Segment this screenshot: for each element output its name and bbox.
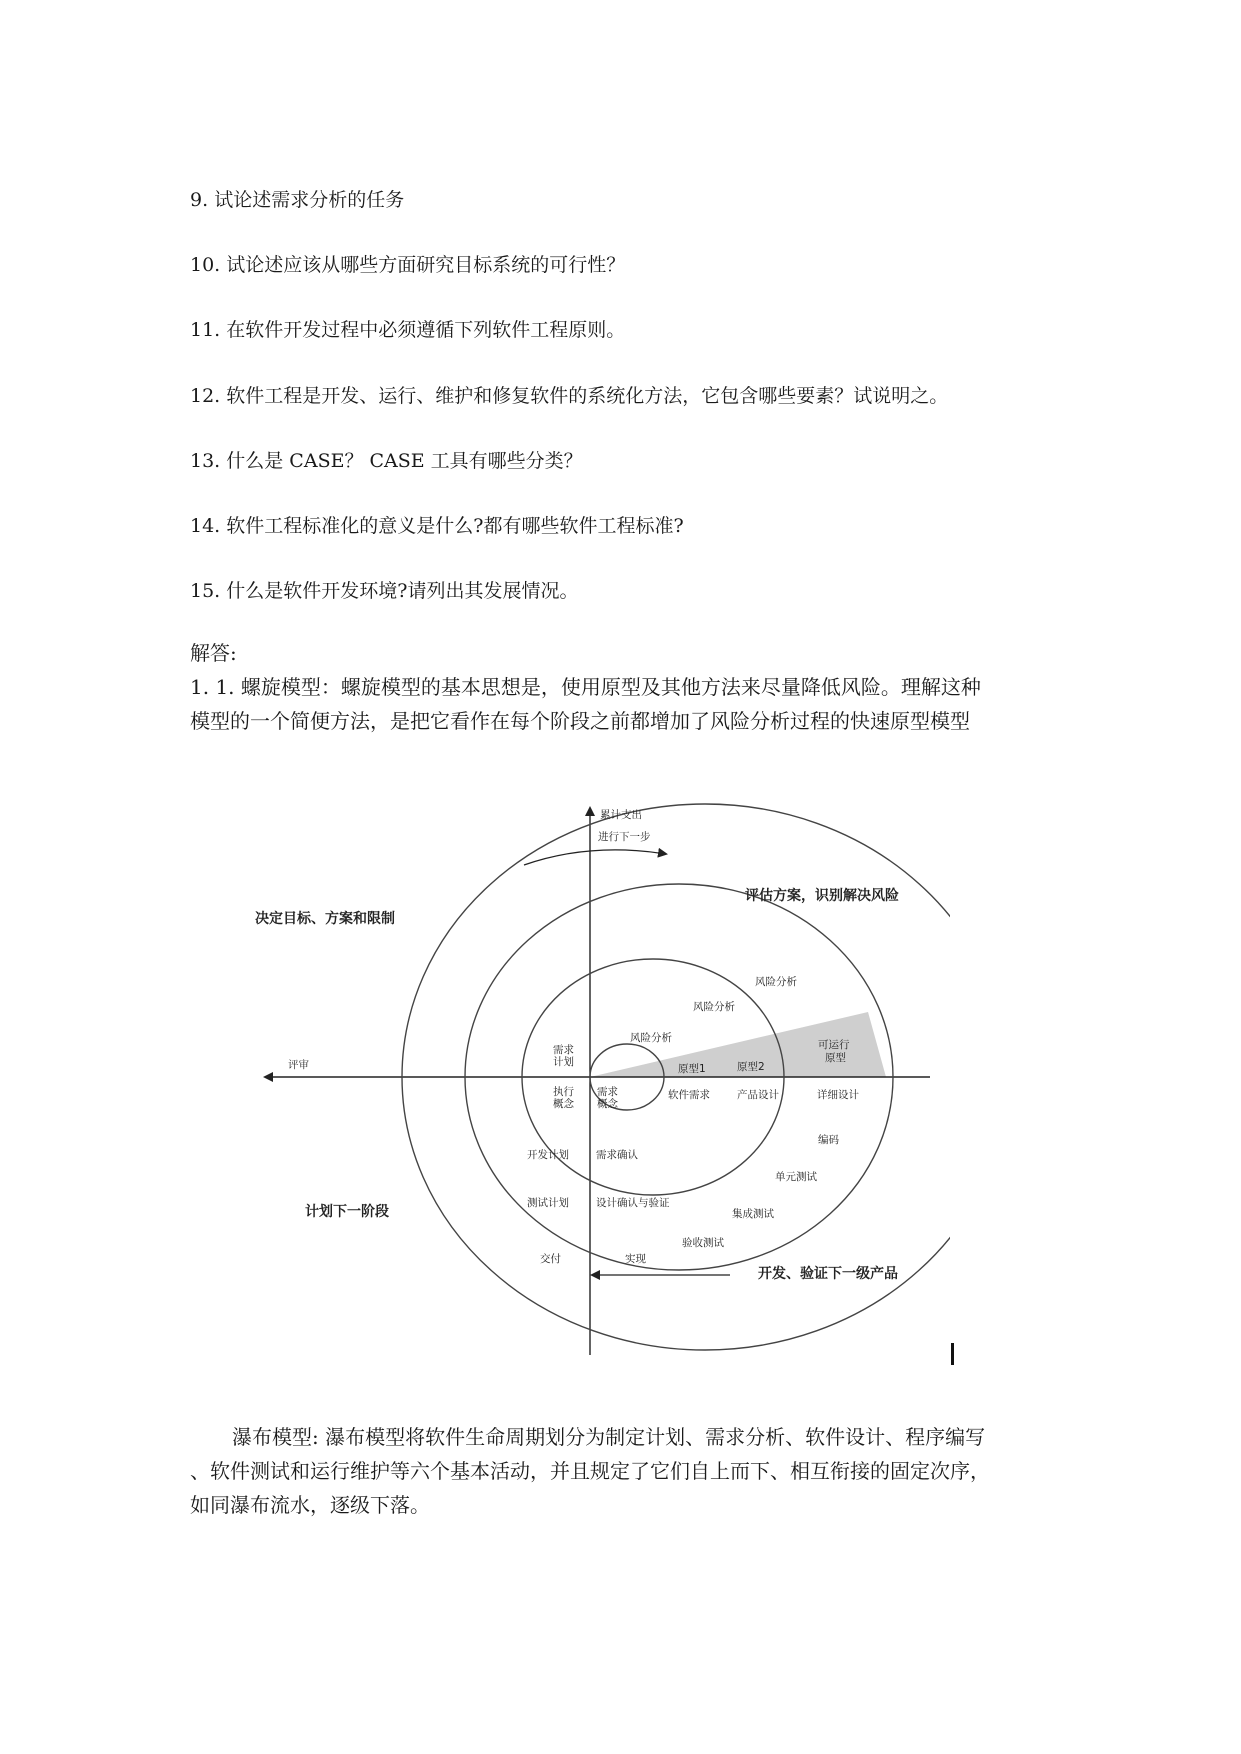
waterfall-line-2: 、软件测试和运行维护等六个基本活动，并且规定了它们自上而下、相互衔接的固定次序， (190, 1459, 990, 1483)
question-12 (190, 384, 948, 408)
requirements-plan-label: 需求 (553, 1044, 574, 1056)
question-11 (190, 318, 625, 342)
answer-line-1: 1. 1. 螺旋模型：螺旋模型的基本思想是，使用原型及其他方法来尽量降低风险。理解这种 (190, 675, 981, 699)
question-text: 试论述应该从哪些方面研究目标系统的可行性？ (226, 254, 626, 276)
question-14 (190, 514, 684, 538)
cursor-mark (951, 1343, 954, 1365)
quadrant-label-bottom-right: 开发、验证下一级产品 (758, 1266, 898, 1282)
spiral-model-diagram (250, 800, 950, 1365)
question-text: 什么是软件开发环境?请列出其发展情况。 (226, 580, 579, 602)
question-number: 14. (190, 515, 221, 537)
progress-arrow (524, 850, 666, 865)
question-13 (190, 449, 583, 473)
answer-heading: 解答: (190, 641, 237, 665)
answer-section (190, 636, 1070, 738)
question-text: 什么是 CASE？ CASE 工具有哪些分类？ (226, 450, 583, 472)
delivery-label: 交付 (540, 1253, 561, 1265)
question-10 (190, 253, 625, 277)
question-text: 软件工程标准化的意义是什么?都有哪些软件工程标准? (226, 515, 684, 537)
quadrant-label-top-right: 评估方案，识别解决风险 (745, 888, 899, 904)
unit-test-label: 单元测试 (775, 1171, 817, 1183)
risk-analysis-label: 风险分析 (755, 976, 797, 988)
risk-analysis-label: 风险分析 (630, 1032, 672, 1044)
question-number: 9. (190, 189, 209, 211)
question-text: 在软件开发过程中必须遵循下列软件工程原则。 (226, 319, 626, 341)
question-15 (190, 579, 578, 603)
question-number: 15. (190, 580, 221, 602)
execution-concept-label: 执行 (553, 1086, 574, 1098)
operational-prototype-label: 原型 (825, 1052, 846, 1064)
development-plan-label: 开发计划 (527, 1149, 569, 1161)
axis-top-label: 累计支出 (600, 809, 642, 821)
requirements-plan-label: 计划 (553, 1056, 574, 1068)
quadrant-label-top-left: 决定目标、方案和限制 (255, 911, 395, 927)
question-text: 软件工程是开发、运行、维护和修复软件的系统化方法，它包含哪些要素？试说明之。 (226, 385, 949, 407)
design-verification-label: 设计确认与验证 (596, 1197, 670, 1209)
waterfall-paragraph (190, 1420, 1070, 1454)
answer-line-2: 模型的一个简便方法，是把它看作在每个阶段之前都增加了风险分析过程的快速原型模型 (190, 709, 970, 733)
operational-prototype-label: 可运行 (818, 1039, 850, 1051)
integration-test-label: 集成测试 (732, 1208, 774, 1220)
question-number: 11. (190, 319, 221, 341)
review-label: 评审 (288, 1059, 309, 1071)
quadrant-label-bottom-left: 计划下一阶段 (305, 1204, 389, 1220)
test-plan-label: 测试计划 (527, 1197, 569, 1209)
waterfall-line-1: 瀑布模型: 瀑布模型将软件生命周期划分为制定计划、需求分析、软件设计、程序编写 (232, 1425, 986, 1449)
requirements-confirmation-label: 需求确认 (596, 1149, 638, 1161)
requirements-concept-label: 需求 (597, 1086, 618, 1098)
question-9 (190, 188, 404, 212)
software-requirements-label: 软件需求 (668, 1089, 710, 1101)
question-number: 10. (190, 254, 221, 276)
question-number: 12. (190, 385, 221, 407)
prototype-2-label: 原型2 (737, 1061, 765, 1073)
progress-label: 进行下一步 (598, 831, 651, 843)
question-number: 13. (190, 450, 221, 472)
coding-label: 编码 (818, 1134, 839, 1146)
implementation-label: 实现 (625, 1253, 646, 1265)
question-text: 试论述需求分析的任务 (214, 189, 405, 211)
execution-concept-label: 概念 (553, 1098, 574, 1110)
prototype-1-label: 原型1 (678, 1063, 706, 1075)
waterfall-paragraph-cont (190, 1454, 1070, 1522)
product-design-label: 产品设计 (737, 1089, 779, 1101)
requirements-concept-label: 概念 (597, 1098, 618, 1110)
risk-analysis-label: 风险分析 (693, 1001, 735, 1013)
acceptance-test-label: 验收测试 (682, 1237, 724, 1249)
detailed-design-label: 详细设计 (817, 1089, 859, 1101)
waterfall-line-3: 如同瀑布流水，逐级下落。 (190, 1493, 430, 1517)
